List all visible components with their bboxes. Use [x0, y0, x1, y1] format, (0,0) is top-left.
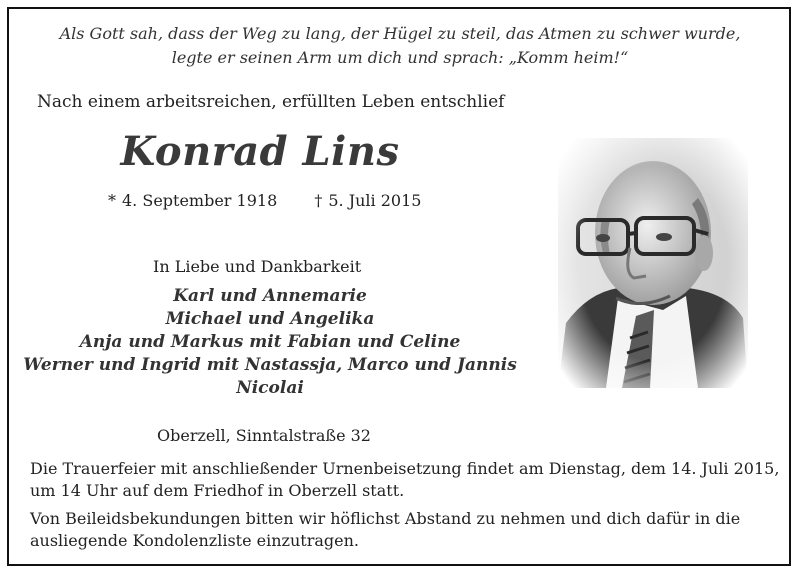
life-dates	[108, 191, 421, 210]
funeral-notice-line-2: um 14 Uhr auf dem Friedhof in Oberzell statt.	[30, 481, 405, 500]
portrait-photo-icon	[558, 138, 748, 388]
deceased-name: Konrad Lins	[120, 128, 400, 175]
verse-line-1: Als Gott sah, dass der Weg zu lang, der Hügel zu steil, das Atmen zu schwer wurde,	[59, 24, 741, 43]
condolence-notice-line-1: Von Beileidsbekundungen bitten wir höflichst Abstand zu nehmen und dich dafür in die	[30, 509, 741, 528]
birth-star-icon: *	[108, 191, 116, 210]
mourners-list	[20, 285, 520, 400]
death-date	[314, 191, 421, 210]
mourner-line: Werner und Ingrid mit Nastassja, Marco und Jannis	[23, 355, 517, 375]
mourner-line: Nicolai	[236, 378, 304, 398]
love-line: In Liebe und Dankbarkeit	[153, 257, 362, 276]
address: Oberzell, Sinntalstraße 32	[157, 426, 371, 445]
intro-text: Nach einem arbeitsreichen, erfüllten Leben entschlief	[37, 92, 505, 112]
funeral-notice	[30, 458, 780, 502]
portrait-photo	[558, 138, 748, 388]
death-date-text: 5. Juli 2015	[328, 191, 422, 210]
condolence-notice-line-2: ausliegende Kondolenzliste einzutragen.	[30, 531, 359, 550]
condolence-notice	[30, 508, 780, 552]
mourner-line: Anja und Markus mit Fabian und Celine	[79, 332, 461, 352]
birth-date	[108, 191, 277, 210]
funeral-notice-line-1: Die Trauerfeier mit anschließender Urnenbeisetzung findet am Dienstag, dem 14. Juli 2015,	[30, 459, 780, 478]
verse-line-2: legte er seinen Arm um dich und sprach: „Komm heim!“	[171, 48, 629, 67]
birth-date-text: 4. September 1918	[122, 191, 278, 210]
death-cross-icon: †	[314, 191, 323, 210]
mourner-line: Michael und Angelika	[165, 309, 375, 329]
verse	[40, 22, 760, 70]
mourner-line: Karl und Annemarie	[173, 286, 367, 306]
